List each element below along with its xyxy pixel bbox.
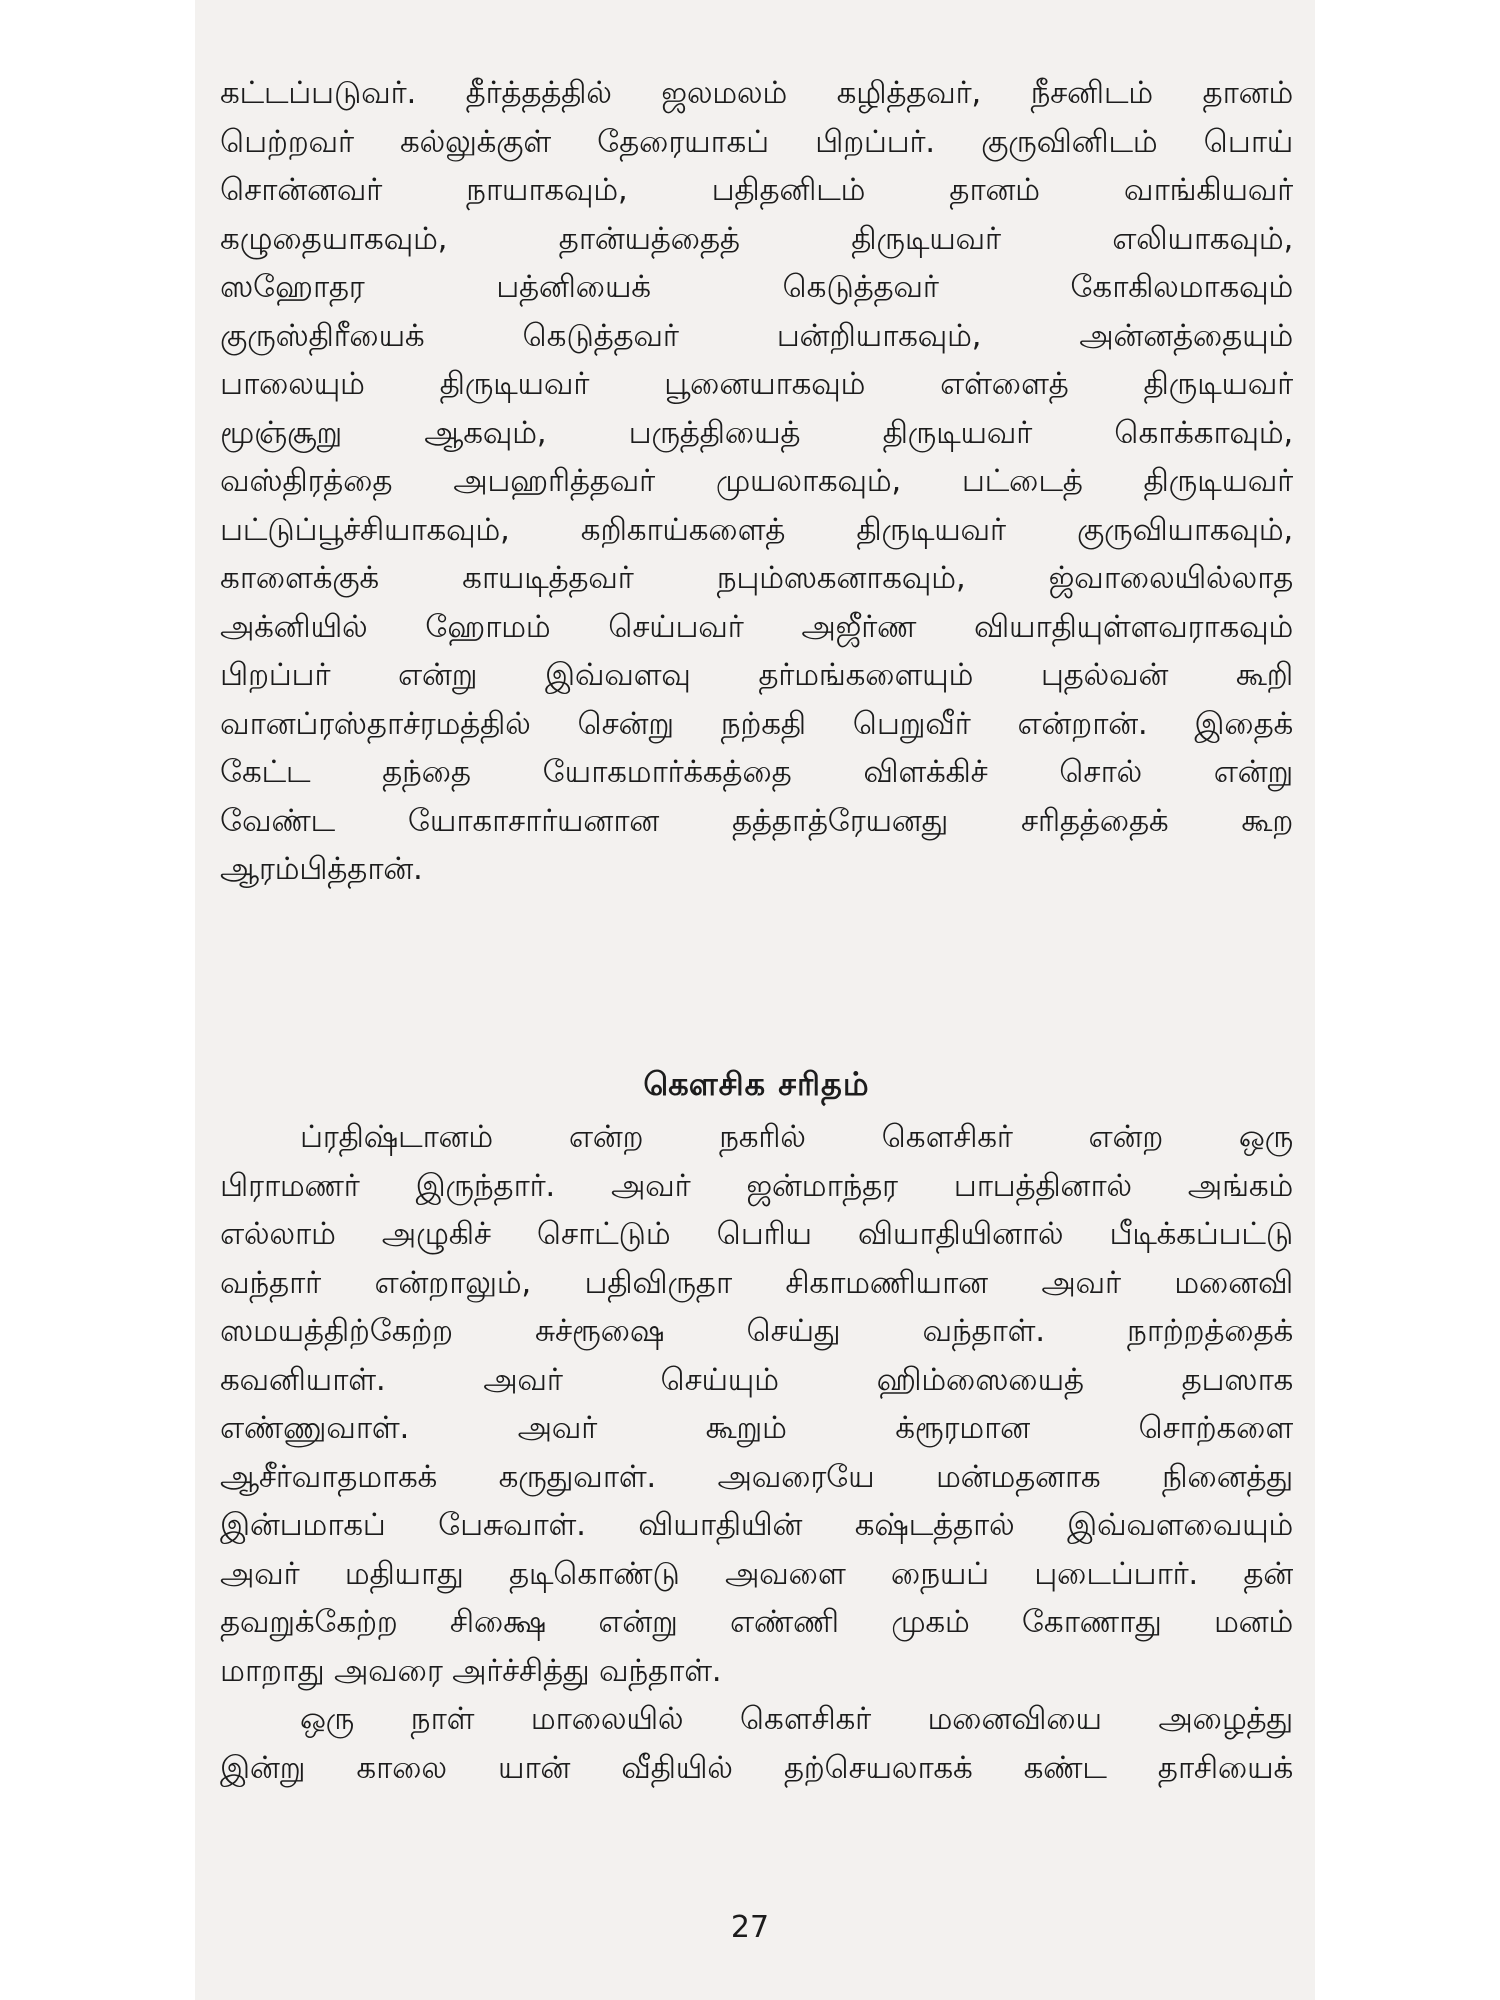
text-line: ஒரு நாள் மாலையில் கௌசிகர் மனைவியை அழைத்து — [300, 1701, 1293, 1737]
text-line: தவறுக்கேற்ற சிக்ஷை என்று எண்ணி முகம் கோணாது மனம் — [220, 1604, 1293, 1640]
section-heading: கௌசிக சரிதம் — [643, 1065, 870, 1103]
text-line: ஆசீர்வாதமாகக் கருதுவாள். அவரையே மன்மதனாக நினைத்து — [220, 1458, 1293, 1495]
text-line: பாலையும் திருடியவர் பூனையாகவும் எள்ளைத் திருடியவர் — [220, 366, 1293, 402]
text-line: அவர் மதியாது தடிகொண்டு அவளை நையப் புடைப்பார். தன் — [220, 1555, 1293, 1592]
text-line: குருஸ்திரீயைக் கெடுத்தவர் பன்றியாகவும், அன்னத்தையும் — [220, 317, 1293, 354]
text-line: ஆரம்பித்தான். — [220, 851, 423, 887]
text-line: பிறப்பர் என்று இவ்வளவு தர்மங்களையும் புதல்வன் கூறி — [220, 657, 1293, 693]
text-line: பெற்றவர் கல்லுக்குள் தேரையாகப் பிறப்பர். குருவினிடம் பொய் — [220, 123, 1293, 160]
text-line: அக்னியில் ஹோமம் செய்பவர் அஜீர்ண வியாதியுள்ளவராகவும் — [220, 608, 1293, 645]
text-line: இன்று காலை யான் வீதியில் தற்செயலாகக் கண்ட தாசியைக் — [220, 1749, 1293, 1786]
text-line: வந்தார் என்றாலும், பதிவிருதா சிகாமணியான அவர் மனைவி — [220, 1264, 1293, 1301]
text-line: மாறாது அவரை அர்ச்சித்து வந்தாள். — [220, 1652, 722, 1689]
text-line: ஸமயத்திற்கேற்ற சுச்ரூஷை செய்து வந்தாள். நாற்றத்தைக் — [220, 1313, 1293, 1349]
text-line: காளைக்குக் காயடித்தவர் நபும்ஸகனாகவும், ஜ்வாலையில்லாத — [220, 560, 1293, 596]
text-line: வானப்ரஸ்தாச்ரமத்தில் சென்று நற்கதி பெறுவீர் என்றான். இதைக் — [220, 705, 1293, 742]
text-line: கழுதையாகவும், தான்யத்தைத் திருடியவர் எலியாகவும், — [220, 220, 1293, 257]
text-line: சொன்னவர் நாயாகவும், பதிதனிடம் தானம் வாங்கியவர் — [220, 172, 1293, 208]
page-number: 27 — [730, 1910, 770, 1945]
text-line: பிராமணர் இருந்தார். அவர் ஜன்மாந்தர பாபத்தினால் அங்கம் — [220, 1167, 1293, 1204]
text-line: வேண்ட யோகாசார்யனான தத்தாத்ரேயனது சரிதத்தைக் கூற — [220, 802, 1293, 839]
text-line: ப்ரதிஷ்டானம் என்ற நகரில் கௌசிகர் என்ற ஒரு — [300, 1119, 1293, 1155]
text-line: பட்டுப்பூச்சியாகவும், கறிகாய்களைத் திருடியவர் குருவியாகவும், — [220, 511, 1293, 548]
text-line: கேட்ட தந்தை யோகமார்க்கத்தை விளக்கிச் சொல் என்று — [220, 754, 1293, 790]
paragraph-2 — [220, 1113, 1293, 1792]
text-line: ஸஹோதர பத்னியைக் கெடுத்தவர் கோகிலமாகவும் — [220, 269, 1293, 305]
text-line: இன்பமாகப் பேசுவாள். வியாதியின் கஷ்டத்தால் இவ்வளவையும் — [220, 1507, 1293, 1543]
text-line: எண்ணுவாள். அவர் கூறும் க்ரூரமான சொற்களை — [220, 1410, 1293, 1446]
text-line: மூஞ்சூறு ஆகவும், பருத்தியைத் திருடியவர் கொக்காவும், — [220, 414, 1293, 451]
paragraph-1 — [220, 69, 1293, 894]
text-line: வஸ்திரத்தை அபஹரித்தவர் முயலாகவும், பட்டைத் திருடியவர் — [220, 463, 1293, 499]
text-line: எல்லாம் அழுகிச் சொட்டும் பெரிய வியாதியினால் பீடிக்கப்பட்டு — [220, 1216, 1293, 1252]
text-line: கவனியாள். அவர் செய்யும் ஹிம்ஸையைத் தபஸாக — [220, 1361, 1293, 1398]
text-line: கட்டப்படுவர். தீர்த்தத்தில் ஜலமலம் கழித்தவர், நீசனிடம் தானம் — [220, 75, 1293, 111]
